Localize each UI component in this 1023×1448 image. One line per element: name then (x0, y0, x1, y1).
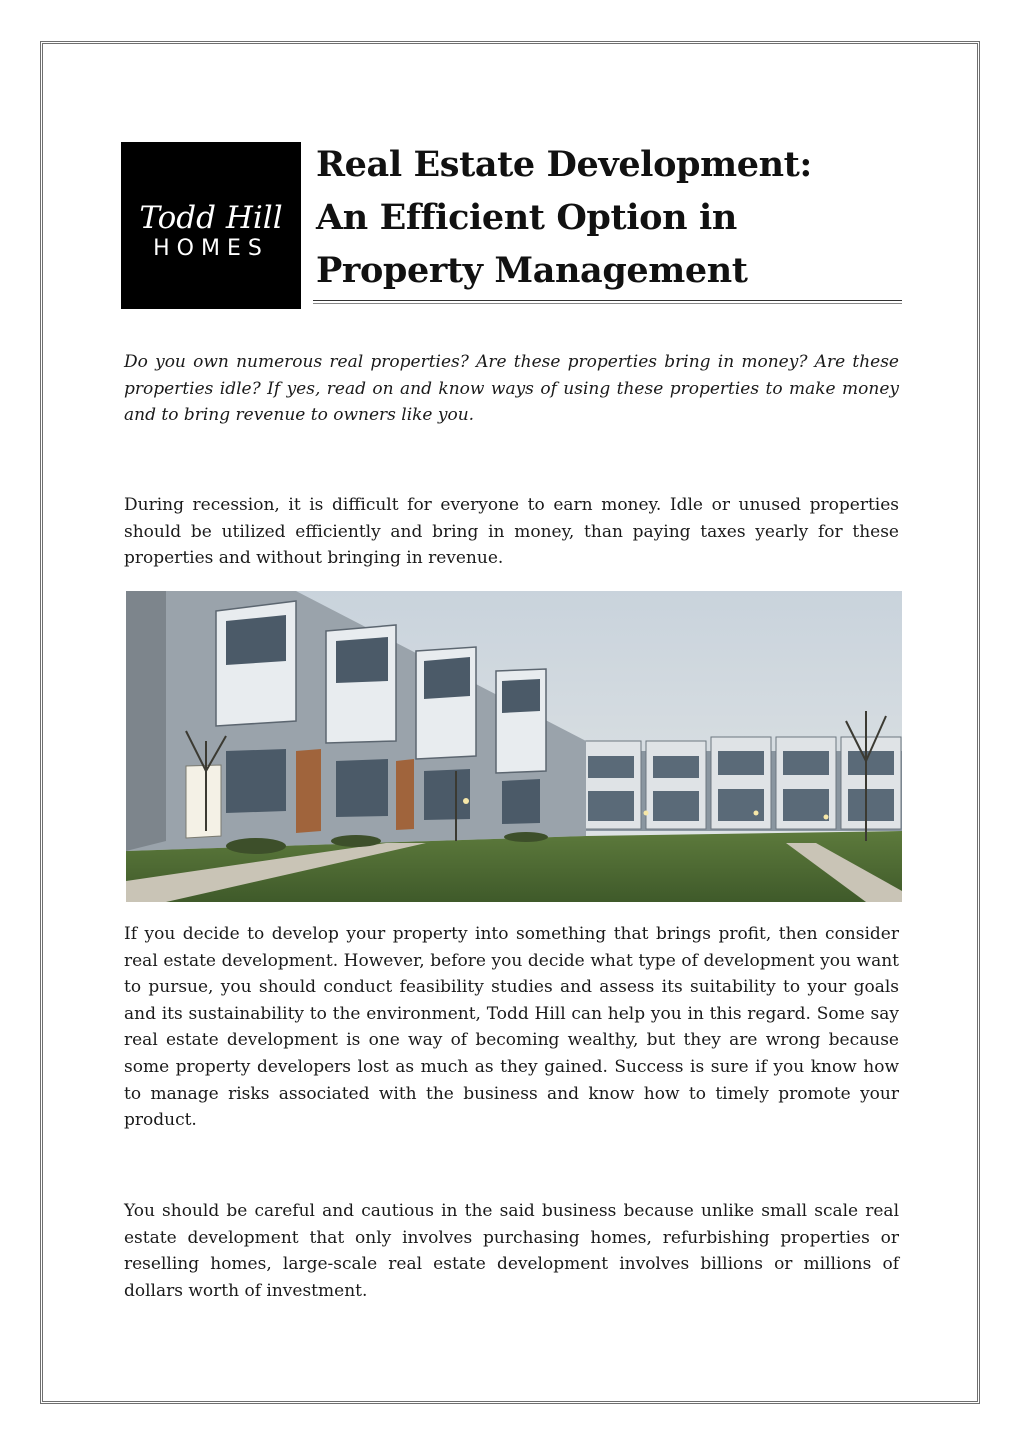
paragraph-development: If you decide to develop your property into something that brings profit, then consider real estate development. However, before you decide what type of development you want to pursue, you should conduct feasibility studies and assess its suitability to your goals and its sustainability to the environment, Todd Hill can help you in this regard. Some say real estate development is one way of becoming wealthy, but they are wrong because some property developers lost as much as they gained. Success is sure if you know how to manage risks associated with the business and know how to timely promote your product. (124, 924, 899, 1131)
page-title (316, 138, 901, 297)
title-line-3: Property Management (316, 250, 748, 291)
paragraph-caution: You should be careful and cautious in the said business because unlike small scale real estate development that only involves purchasing homes, refurbishing properties or reselling homes, large-scale real estate development involves billions or millions of dollars worth of investment. (124, 1201, 899, 1301)
intro-paragraph: Do you own numerous real properties? Are these properties bring in money? Are these properties idle? If yes, read on and know ways of using these properties to make money and to bring revenue to owners like you. (124, 352, 899, 426)
logo-script-text: Todd Hill (139, 200, 283, 236)
logo-wordmark: HOMES (153, 236, 269, 261)
title-divider (313, 300, 902, 304)
townhouses-photo (126, 591, 902, 902)
todd-hill-homes-logo (121, 142, 301, 309)
paragraph-recession: During recession, it is difficult for everyone to earn money. Idle or unused properties should be utilized efficiently and bring in money, than paying taxes yearly for these properties and without bringing in revenue. (124, 495, 899, 569)
title-line-2: An Efficient Option in (316, 197, 737, 238)
title-line-1: Real Estate Development: (316, 144, 812, 185)
